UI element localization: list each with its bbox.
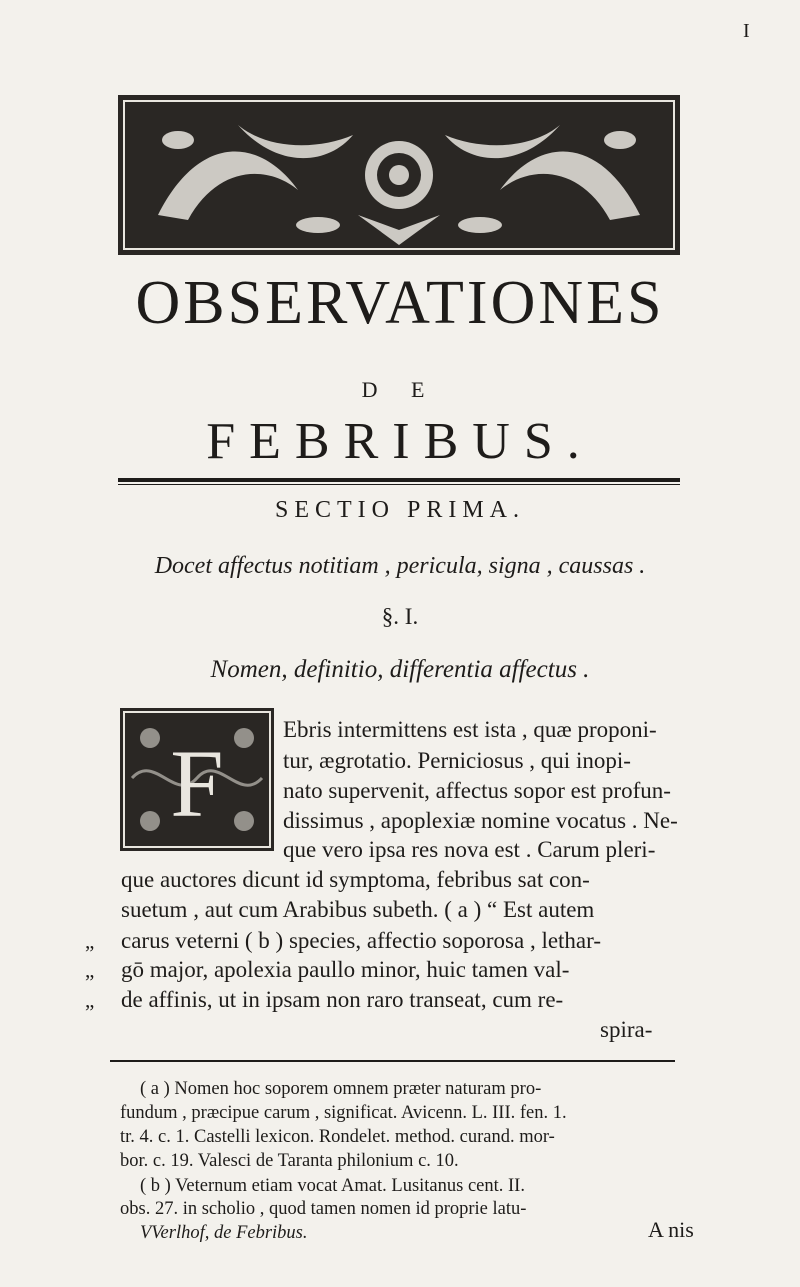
section-heading: SECTIO PRIMA.	[274, 497, 526, 523]
double-rule-thin	[118, 484, 680, 485]
footnote-line: obs. 27. in scholio , quod tamen nomen id proprie latu-	[120, 1199, 527, 1219]
text-line: dissimus , apoplexiæ nomine vocatus . Ne-	[283, 808, 678, 833]
footnote-line: ( a ) Nomen hoc soporem omnem præter naturam pro-	[140, 1079, 542, 1099]
title-febribus: FEBRIBUS.	[206, 413, 594, 470]
text-line: de affinis, ut in ipsam non raro transeat, cum re-	[121, 987, 564, 1012]
ornamental-headpiece-icon	[118, 95, 680, 255]
initial-letter: F	[170, 730, 224, 837]
text-line: carus veterni ( b ) species, affectio soporosa , lethar-	[121, 928, 602, 953]
footnote-line: fundum , præcipue carum , significat. Avicenn. L. III. fen. 1.	[120, 1103, 567, 1123]
text-line: que auctores dicunt id symptoma, febribus sat con-	[121, 867, 590, 892]
title-de: D E	[361, 377, 439, 402]
footnote-line: VVerlhof, de Febribus.	[140, 1223, 308, 1243]
section-summary: Docet affectus notitiam , pericula, signa , caussas .	[154, 553, 646, 579]
text-line: gō major, apolexia paullo minor, huic tamen val-	[121, 957, 570, 982]
paragraph-number: §. I.	[381, 604, 419, 629]
double-rule-thick	[118, 478, 680, 482]
footnote-line: ( b ) Veternum etiam vocat Amat. Lusitanus cent. II.	[140, 1176, 525, 1196]
text-line: nato supervenit, affectus sopor est profun-	[283, 778, 671, 803]
text-line: que vero ipsa res nova est . Carum pleri-	[283, 837, 656, 862]
quote-mark: „	[85, 929, 95, 953]
text-line: suetum , aut cum Arabibus subeth. ( a ) “ Est autem	[121, 897, 595, 922]
decorated-initial-icon	[120, 708, 274, 851]
quote-mark: „	[85, 988, 95, 1012]
footnote-line: tr. 4. c. 1. Castelli lexicon. Rondelet. method. curand. mor-	[120, 1127, 555, 1147]
paragraph-heading: Nomen, definitio, differentia affectus .	[210, 656, 590, 683]
footnote-line: bor. c. 19. Valesci de Taranta philonium c. 10.	[120, 1151, 459, 1171]
title-observationes: OBSERVATIONES	[135, 269, 665, 337]
quote-mark: „	[85, 958, 95, 982]
page-number: I	[743, 20, 750, 42]
footnote-rule	[110, 1060, 675, 1062]
text-line: spira-	[600, 1017, 653, 1042]
text-line: Ebris intermittens est ista , quæ proponi-	[283, 717, 657, 742]
signature-catchword: A nis	[648, 1217, 694, 1242]
text-line: tur, ægrotatio. Perniciosus , qui inopi-	[283, 748, 631, 773]
